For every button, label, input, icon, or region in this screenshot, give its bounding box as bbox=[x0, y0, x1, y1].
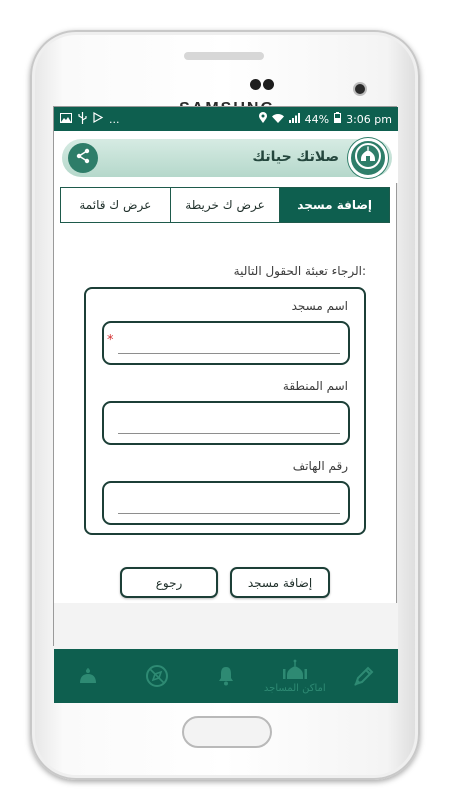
play-store-icon bbox=[93, 112, 103, 126]
front-camera-dot bbox=[250, 79, 261, 90]
tab-map-view[interactable]: عرض ك خريطة bbox=[171, 187, 281, 223]
nav-item-edit[interactable] bbox=[329, 649, 398, 703]
nav-item-prayer[interactable] bbox=[54, 649, 123, 703]
tab-list-view[interactable]: عرض ك قائمة bbox=[60, 187, 171, 223]
nav-item-mosque-locations[interactable] bbox=[260, 649, 329, 703]
view-tabs bbox=[60, 187, 390, 223]
nav-item-notifications[interactable] bbox=[192, 649, 261, 703]
location-icon bbox=[259, 112, 267, 126]
clock: 3:06 pm bbox=[346, 112, 392, 126]
prayer-cap-icon bbox=[77, 667, 99, 685]
mosque-clock-logo-icon bbox=[354, 142, 382, 174]
bell-icon bbox=[217, 666, 235, 686]
tab-add-mosque[interactable]: إضافة مسجد bbox=[280, 187, 390, 223]
area-name-field bbox=[102, 401, 350, 445]
nav-label-mosque-locations: اماكن المساجد bbox=[263, 682, 326, 694]
add-mosque-button[interactable]: إضافة مسجد bbox=[230, 567, 330, 598]
phone-number-field bbox=[102, 481, 350, 525]
proximity-sensor-dot bbox=[263, 79, 274, 90]
earpiece-speaker bbox=[184, 52, 264, 60]
app-logo bbox=[348, 138, 388, 178]
battery-icon bbox=[334, 112, 341, 126]
mosque-name-label: اسم مسجد bbox=[291, 299, 348, 313]
bottom-navigation bbox=[54, 649, 398, 703]
app-title: صلاتك حياتك bbox=[252, 149, 339, 165]
area-name-input[interactable] bbox=[118, 414, 340, 434]
form-instruction: الرجاء تعبئة الحقول التالية: bbox=[233, 264, 366, 278]
status-bar bbox=[54, 107, 398, 131]
required-indicator: * bbox=[107, 333, 114, 348]
battery-percent: 44% bbox=[304, 112, 330, 126]
share-button[interactable] bbox=[68, 143, 98, 173]
nav-item-qibla[interactable] bbox=[123, 649, 192, 703]
share-icon bbox=[75, 148, 91, 168]
wifi-icon bbox=[272, 113, 284, 126]
phone-number-label: رقم الهاتف bbox=[292, 459, 348, 473]
compass-icon bbox=[145, 664, 169, 688]
back-button[interactable]: رجوع bbox=[120, 567, 218, 598]
usb-icon bbox=[78, 112, 87, 127]
mosque-name-field bbox=[102, 321, 350, 365]
app-screen bbox=[53, 106, 397, 694]
add-mosque-form bbox=[84, 287, 366, 535]
app-bar bbox=[54, 131, 398, 183]
more-notifications: ... bbox=[109, 112, 120, 126]
mosque-name-input[interactable] bbox=[118, 334, 340, 354]
area-name-label: اسم المنطقة bbox=[282, 379, 348, 393]
home-button[interactable] bbox=[182, 716, 272, 748]
phone-number-input[interactable] bbox=[118, 494, 340, 514]
content-footer-area bbox=[54, 603, 398, 649]
signal-icon bbox=[289, 113, 300, 126]
mosque-icon bbox=[282, 659, 308, 681]
front-camera bbox=[355, 84, 365, 94]
pencil-icon bbox=[353, 665, 375, 687]
image-notification-icon bbox=[60, 113, 72, 126]
